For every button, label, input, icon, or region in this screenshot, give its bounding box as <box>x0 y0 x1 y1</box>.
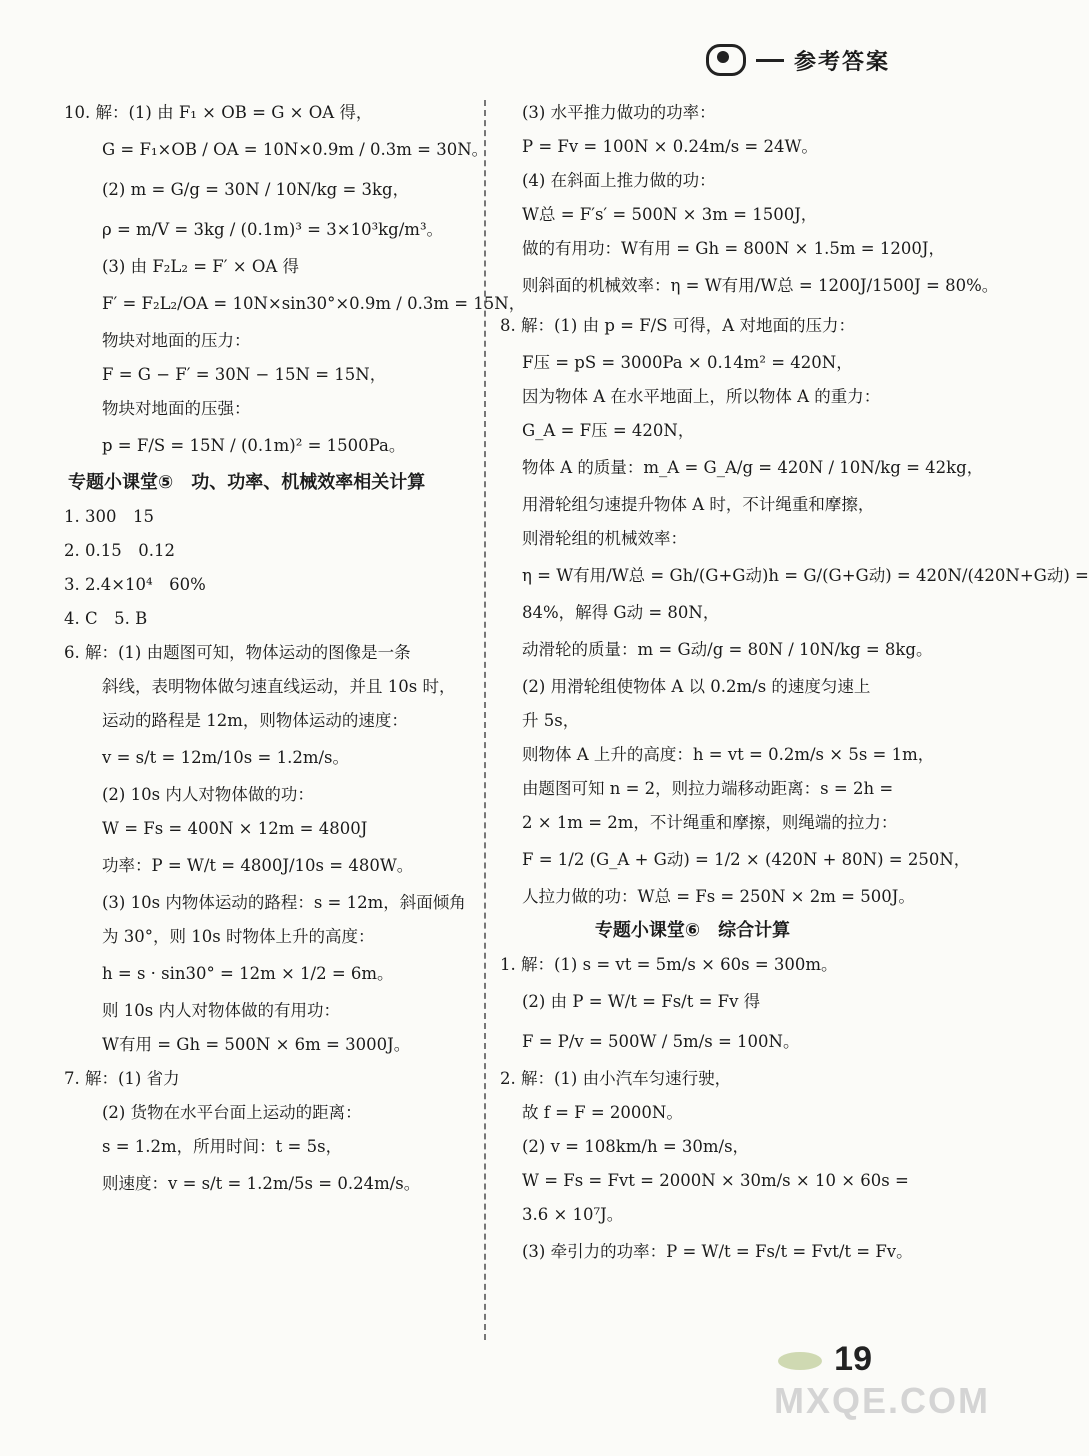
answer-line: 物块对地面的压力： <box>102 331 251 350</box>
answer-line: 则斜面的机械效率：η = W有用/W总 = 1200J/1500J = 80%。 <box>522 276 999 295</box>
answer-line: W总 = F′s′ = 500N × 3m = 1500J， <box>522 205 818 224</box>
answer-line: (4) 在斜面上推力做的功： <box>522 171 716 190</box>
answer-line: (3) 10s 内物体运动的路程：s = 12m，斜面倾角 <box>102 893 466 912</box>
answer-line: F = P/v = 500W / 5m/s = 100N。 <box>522 1032 800 1051</box>
answer-line: 1. 300 15 <box>64 507 154 526</box>
answer-line: (2) 10s 内人对物体做的功： <box>102 785 314 804</box>
page-number: 19 <box>834 1340 872 1378</box>
answer-line: (2) v = 108km/h = 30m/s， <box>522 1137 750 1156</box>
page-header <box>706 44 890 76</box>
answer-line: (2) m = G/g = 30N / 10N/kg = 3kg， <box>102 180 410 199</box>
answer-line: (3) 水平推力做功的功率： <box>522 103 716 122</box>
answer-line: 则 10s 内人对物体做的有用功： <box>102 1001 340 1020</box>
answer-line: (2) 用滑轮组使物体 A 以 0.2m/s 的速度匀速上 <box>522 677 871 696</box>
answer-line: (2) 货物在水平台面上运动的距离： <box>102 1103 362 1122</box>
answer-line: (3) 牵引力的功率：P = W/t = Fs/t = Fvt/t = Fv。 <box>522 1242 913 1261</box>
answer-line: G = F₁×OB / OA = 10N×0.9m / 0.3m = 30N。 <box>102 140 489 159</box>
answer-line: F压 = pS = 3000Pa × 0.14m² = 420N， <box>522 353 853 372</box>
answer-line: F = 1/2 (G_A + G动) = 1/2 × (420N + 80N) = 250N， <box>522 850 971 869</box>
page-number-decoration-icon <box>778 1352 822 1370</box>
answer-line: 物体 A 的质量：m_A = G_A/g = 420N / 10N/kg = 42kg， <box>522 458 984 477</box>
left-column <box>64 96 526 1204</box>
watermark: MXQE.COM <box>773 1380 990 1421</box>
answer-line: 动滑轮的质量：m = G动/g = 80N / 10N/kg = 8kg。 <box>522 640 933 659</box>
answer-line: 故 f = F = 2000N。 <box>522 1103 683 1122</box>
answer-line: p = F/S = 15N / (0.1m)² = 1500Pa。 <box>102 436 406 455</box>
answer-line: F′ = F₂L₂/OA = 10N×sin30°×0.9m / 0.3m = 15N， <box>102 294 526 313</box>
answer-line: W = Fs = Fvt = 2000N × 30m/s × 10 × 60s = <box>522 1171 909 1190</box>
answer-line: 升 5s， <box>522 711 580 730</box>
answer-line: 84%，解得 G动 = 80N， <box>522 603 720 622</box>
answer-line: 运动的路程是 12m，则物体运动的速度： <box>102 711 408 730</box>
answer-line: 做的有用功：W有用 = Gh = 800N × 1.5m = 1200J， <box>522 239 945 258</box>
answer-line: 则物体 A 上升的高度：h = vt = 0.2m/s × 5s = 1m， <box>522 745 935 764</box>
answer-line: 用滑轮组匀速提升物体 A 时，不计绳重和摩擦， <box>522 495 875 514</box>
header-title: 参考答案 <box>793 49 890 75</box>
answer-line: 3.6 × 10⁷J。 <box>522 1205 624 1224</box>
answer-line: 2 × 1m = 2m，不计绳重和摩擦，则绳端的拉力： <box>522 813 898 832</box>
answer-line: 2. 0.15 0.12 <box>64 541 175 560</box>
answer-line: s = 1.2m，所用时间：t = 5s， <box>102 1137 343 1156</box>
answer-line: h = s · sin30° = 12m × 1/2 = 6m。 <box>102 964 394 983</box>
answer-line: η = W有用/W总 = Gh/(G+G动)h = G/(G+G动) = 420N/(420N+G动) = <box>522 566 1089 585</box>
answer-line: 人拉力做的功：W总 = Fs = 250N × 2m = 500J。 <box>522 887 915 906</box>
answer-line: 由题图可知 n = 2，则拉力端移动距离：s = 2h = <box>522 779 894 798</box>
answer-line: 4. C 5. B <box>64 609 148 628</box>
answer-line: F = G − F′ = 30N − 15N = 15N， <box>102 365 387 384</box>
answer-line: (2) 由 P = W/t = Fs/t = Fv 得 <box>522 992 761 1011</box>
answer-line: 1. 解：(1) s = vt = 5m/s × 60s = 300m。 <box>500 955 838 974</box>
answer-line: 2. 解：(1) 由小汽车匀速行驶， <box>500 1069 732 1088</box>
answer-line: 10. 解：(1) 由 F₁ × OB = G × OA 得， <box>64 103 373 122</box>
answer-line: (3) 由 F₂L₂ = F′ × OA 得 <box>102 257 300 276</box>
answer-line: 为 30°，则 10s 时物体上升的高度： <box>102 927 375 946</box>
answer-line: 8. 解：(1) 由 p = F/S 可得，A 对地面的压力： <box>500 316 855 335</box>
answer-line: 物块对地面的压强： <box>102 399 251 418</box>
answer-line: 斜线，表明物体做匀速直线运动，并且 10s 时， <box>102 677 456 696</box>
answer-line: G_A = F压 = 420N， <box>522 421 695 440</box>
answer-line: 功率：P = W/t = 4800J/10s = 480W。 <box>102 856 414 875</box>
answer-line: W = Fs = 400N × 12m = 4800J <box>102 819 368 838</box>
answer-line: P = Fv = 100N × 0.24m/s = 24W。 <box>522 137 818 156</box>
section-heading: 专题小课堂⑥ 综合计算 <box>594 920 791 941</box>
answer-line: v = s/t = 12m/10s = 1.2m/s。 <box>102 748 350 767</box>
answer-line: 3. 2.4×10⁴ 60% <box>64 575 206 594</box>
header-rule <box>756 59 784 62</box>
answer-line: 6. 解：(1) 由题图可知，物体运动的图像是一条 <box>64 643 411 662</box>
answer-line: 7. 解：(1) 省力 <box>64 1069 180 1088</box>
answer-line: 则速度：v = s/t = 1.2m/5s = 0.24m/s。 <box>102 1174 421 1193</box>
answer-line: 则滑轮组的机械效率： <box>522 529 687 548</box>
answer-line: W有用 = Gh = 500N × 6m = 3000J。 <box>102 1035 411 1054</box>
logo-icon <box>706 44 746 76</box>
right-column <box>500 96 1089 1272</box>
answer-line: ρ = m/V = 3kg / (0.1m)³ = 3×10³kg/m³。 <box>102 220 444 239</box>
section-heading: 专题小课堂⑤ 功、功率、机械效率相关计算 <box>68 472 426 493</box>
answer-line: 因为物体 A 在水平地面上，所以物体 A 的重力： <box>522 387 881 406</box>
